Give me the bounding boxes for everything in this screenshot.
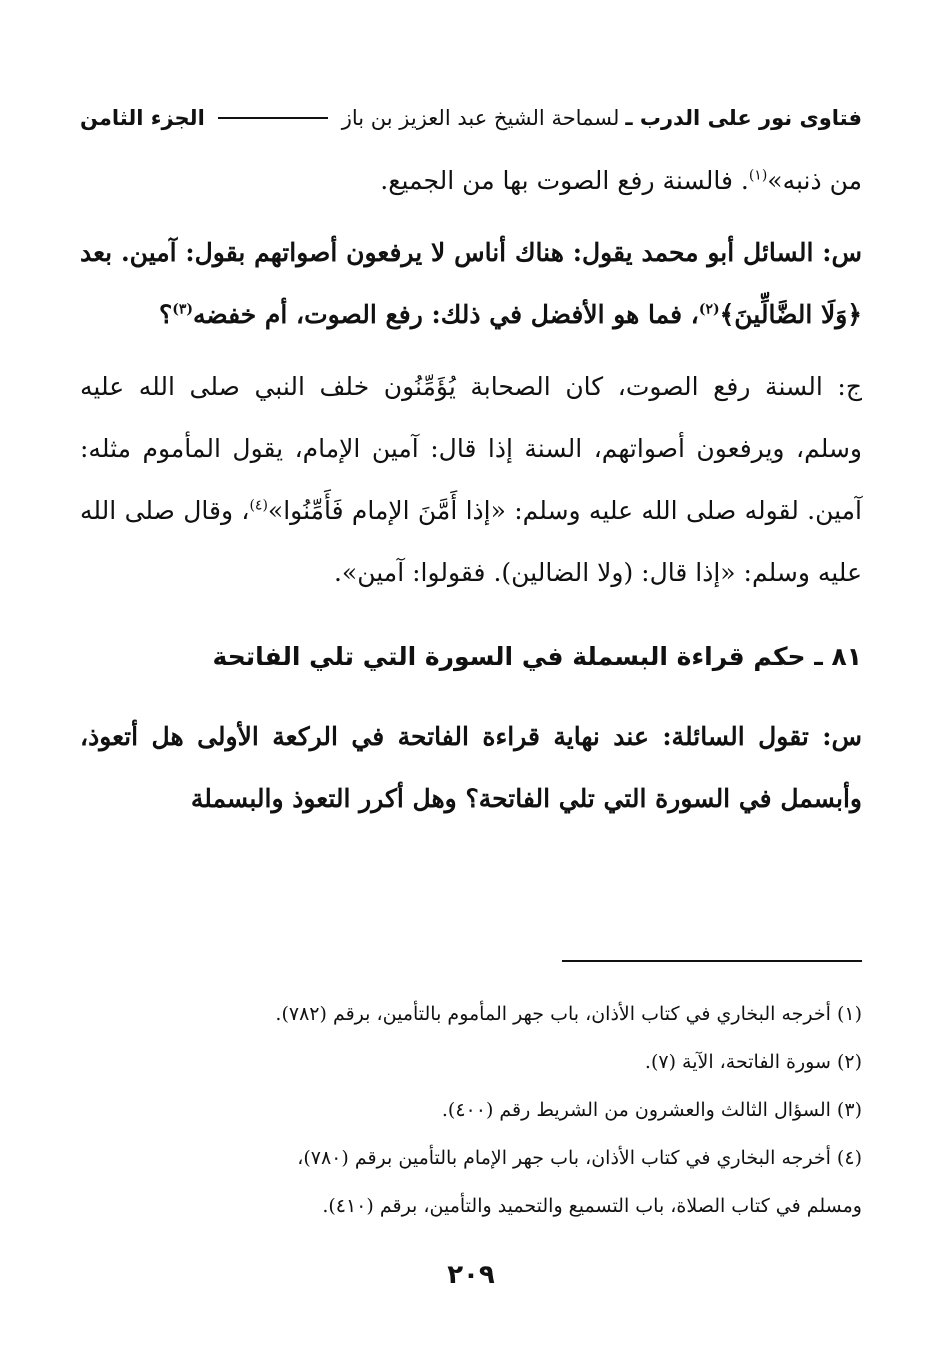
running-header [80,100,862,136]
page-number: ٢٠٩ [447,1260,495,1290]
footnote-ref-1: (١) [748,167,768,184]
footnotes [80,990,862,1230]
footnote-ref-4: (٤) [249,497,268,514]
question-1-text-a: س: السائل أبو محمد يقول: هناك أناس لا يرفعون أصواتهم بقول: آمين. بعد ﴿وَلَا الضَّالِّينَ﴾ [80,238,862,329]
continuation-paragraph [80,150,862,212]
footnote-1: (١) أخرجه البخاري في كتاب الأذان، باب جهر المأموم بالتأمين، برقم (٧٨٢). [275,1003,862,1025]
question-1-text-c: ؟ [158,300,173,329]
footnote-separator [562,960,862,962]
book-page [80,0,862,1369]
part-label: الجزء الثامن [80,106,205,130]
header-title-group [342,106,862,130]
answer-1-text-a: ج: السنة رفع الصوت، كان الصحابة يُؤَمِّنُون خلف النبي صلى الله عليه وسلم، ويرفعون أصواتهم، السنة إذا قال: آمين الإمام، يقول المأموم مثله: آمين. لقوله صلى الله عليه وسلم: «إذا أَمَّنَ الإمام فَأَمِّنُوا» [80,372,862,525]
footnote-4-continuation: ومسلم في كتاب الصلاة، باب التسميع والتحميد والتأمين، برقم (٤١٠). [322,1195,862,1217]
answer-1-text-b: ، وقال صلى الله عليه وسلم: «إذا قال: (ولا الضالين). فقولوا: آمين». [80,496,862,587]
question-paragraph-2: س: تقول السائلة: عند نهاية قراءة الفاتحة في الركعة الأولى هل أتعوذ، وأبسمل في السورة التي تلي الفاتحة؟ وهل أكرر التعوذ والبسملة [80,722,862,813]
header-rule [218,117,328,119]
continuation-text-after: . فالسنة رفع الصوت بها من الجميع. [380,166,749,195]
section-heading: ٨١ ـ حكم قراءة البسملة في السورة التي تلي الفاتحة [212,642,862,671]
footnote-ref-3: (٣) [172,301,193,318]
answer-paragraph-1 [80,356,862,604]
author-name: لسماحة الشيخ عبد العزيز بن باز [341,106,620,130]
book-title: فتاوى نور على الدرب ـ [625,106,862,130]
question-1-text-b: ، فما هو الأفضل في ذلك: رفع الصوت، أم خفضه [193,300,699,329]
main-text [80,150,862,840]
footnote-ref-2: (٢) [698,301,720,318]
footnote-3: (٣) السؤال الثالث والعشرون من الشريط رقم (٤٠٠). [441,1099,862,1121]
question-paragraph-1 [80,222,862,346]
footnote-4: (٤) أخرجه البخاري في كتاب الأذان، باب جهر الإمام بالتأمين برقم (٧٨٠)، [297,1147,862,1169]
continuation-text-before: من ذنبه» [767,166,862,195]
footnote-2: (٢) سورة الفاتحة، الآية (٧). [644,1051,862,1073]
